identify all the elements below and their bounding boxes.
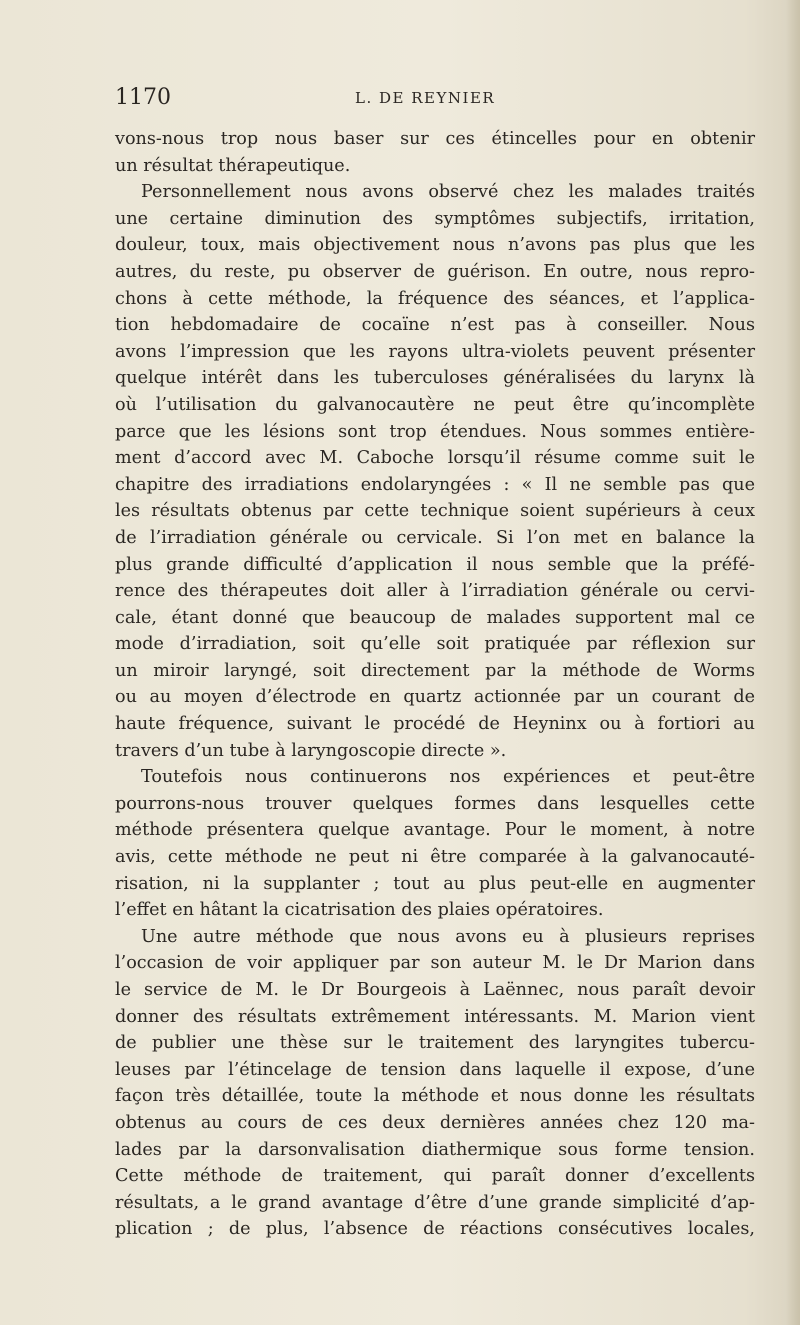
text-line: de publier une thèse sur le traitement des laryngites tubercu- — [115, 1033, 755, 1054]
text-line: cale, étant donné que beaucoup de malades supportent mal ce — [115, 607, 755, 628]
text-line: façon très détaillée, toute la méthode et nous donne les résultats — [115, 1086, 755, 1107]
page-edge-shadow — [786, 0, 800, 1325]
text-line: pourrons-nous trouver quelques formes dans lesquelles cette — [115, 793, 755, 814]
text-line: lades par la darsonvalisation diathermique sous forme tension. — [115, 1139, 755, 1160]
text-line: tion hebdomadaire de cocaïne n’est pas à conseiller. Nous — [115, 315, 755, 336]
text-line: plus grande difficulté d’application il nous semble que la préfé- — [115, 554, 755, 575]
text-line: autres, du reste, pu observer de guérison. En outre, nous repro- — [115, 261, 755, 282]
text-line: avons l’impression que les rayons ultra-violets peuvent présenter — [115, 341, 755, 362]
text-line: mode d’irradiation, soit qu’elle soit pratiquée par réflexion sur — [115, 634, 755, 655]
text-line: un miroir laryngé, soit directement par la méthode de Worms — [115, 660, 755, 681]
text-line: haute fréquence, suivant le procédé de Heyninx ou à fortiori au — [115, 714, 755, 735]
text-line: parce que les lésions sont trop étendues. Nous sommes entière- — [115, 421, 755, 442]
text-line: rence des thérapeutes doit aller à l’irradiation générale ou cervi- — [115, 581, 755, 602]
page-number: 1170 — [115, 85, 171, 110]
text-line: leuses par l’étincelage de tension dans laquelle il expose, d’une — [115, 1059, 755, 1080]
text-line: travers d’un tube à laryngoscopie directe ». — [115, 740, 507, 761]
text-line: Personnellement nous avons observé chez les malades traités — [141, 182, 755, 203]
text-line: Cette méthode de traitement, qui paraît donner d’excellents — [115, 1166, 755, 1187]
text-line: ou au moyen d’électrode en quartz actionnée par un courant de — [115, 687, 755, 708]
text-line: ment d’accord avec M. Caboche lorsqu’il résume comme suit le — [115, 448, 755, 469]
text-line: risation, ni la supplanter ; tout au plus peut-elle en augmenter — [115, 873, 755, 894]
text-line: méthode présentera quelque avantage. Pour le moment, à notre — [115, 820, 755, 841]
text-line: obtenus au cours de ces deux dernières années chez 120 ma- — [115, 1112, 755, 1133]
text-line: Toutefois nous continuerons nos expériences et peut-être — [141, 767, 755, 788]
text-line: Une autre méthode que nous avons eu à plusieurs reprises — [141, 926, 755, 947]
text-line: une certaine diminution des symptômes subjectifs, irritation, — [115, 208, 755, 229]
text-line: un résultat thérapeutique. — [115, 155, 351, 176]
text-line: le service de M. le Dr Bourgeois à Laënnec, nous paraît devoir — [115, 980, 755, 1000]
text-line: chons à cette méthode, la fréquence des séances, et l’applica- — [115, 288, 755, 309]
text-line: où l’utilisation du galvanocautère ne peut être qu’incomplète — [115, 394, 755, 415]
page-header — [115, 85, 755, 117]
text-line: résultats, a le grand avantage d’être d’une grande simplicité d’ap- — [115, 1192, 755, 1213]
text-line: les résultats obtenus par cette technique soient supérieurs à ceux — [115, 501, 755, 522]
text-line: de l’irradiation générale ou cervicale. Si l’on met en balance la — [115, 527, 755, 548]
text-line: donner des résultats extrêmement intéressants. M. Marion vient — [115, 1006, 755, 1027]
text-line: vons-nous trop nous baser sur ces étincelles pour en obtenir — [115, 129, 755, 149]
text-line: chapitre des irradiations endolaryngées : « Il ne semble pas que — [115, 474, 755, 495]
text-line: l’effet en hâtant la cicatrisation des plaies opératoires. — [115, 900, 604, 921]
body-text — [115, 126, 755, 1243]
text-line: l’occasion de voir appliquer par son auteur M. le Dr Marion dans — [115, 953, 755, 974]
text-line: douleur, toux, mais objectivement nous n’avons pas plus que les — [115, 235, 755, 256]
text-line: avis, cette méthode ne peut ni être comparée à la galvanocauté- — [115, 847, 755, 868]
running-head: L. DE REYNIER — [355, 89, 496, 107]
text-line: quelque intérêt dans les tuberculoses généralisées du larynx là — [115, 368, 755, 389]
text-line: plication ; de plus, l’absence de réactions consécutives locales, — [115, 1219, 755, 1240]
